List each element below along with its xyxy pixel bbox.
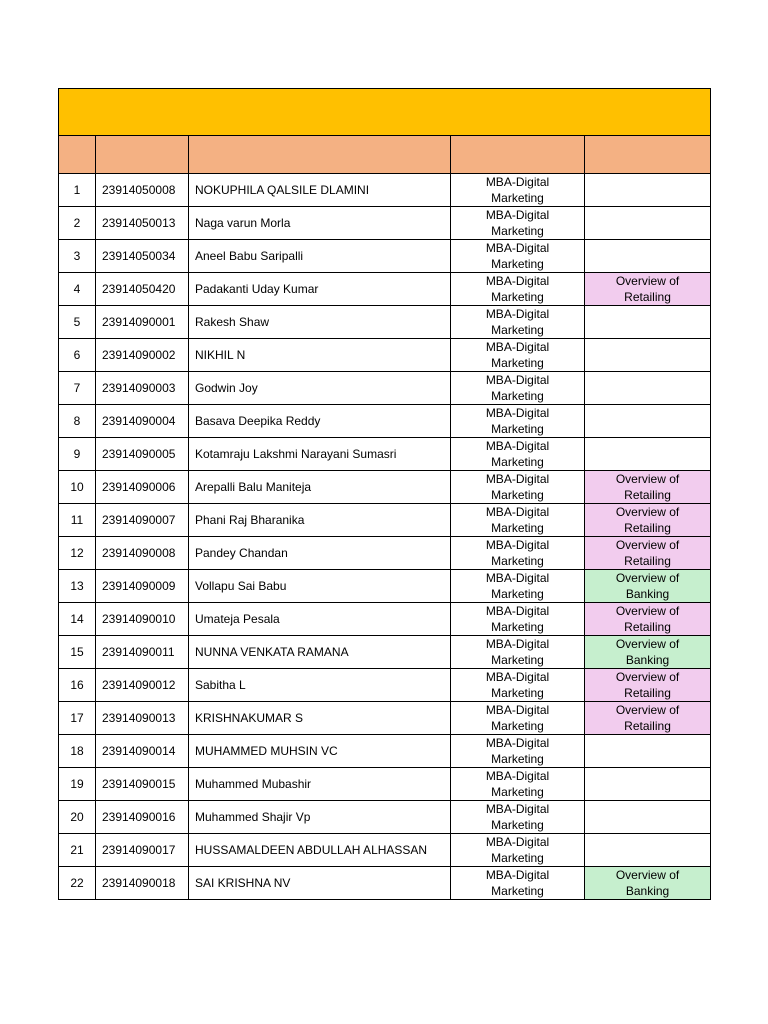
elective-cell: Overview of Banking bbox=[585, 570, 711, 603]
student-name-cell: HUSSAMALDEEN ABDULLAH ALHASSAN bbox=[189, 834, 451, 867]
elective-cell: Overview of Retailing bbox=[585, 273, 711, 306]
program-cell: MBA-Digital Marketing bbox=[451, 867, 585, 900]
student-name-cell: Naga varun Morla bbox=[189, 207, 451, 240]
program-cell: MBA-Digital Marketing bbox=[451, 339, 585, 372]
serial-number-cell: 19 bbox=[59, 768, 96, 801]
elective-cell bbox=[585, 801, 711, 834]
program-cell: MBA-Digital Marketing bbox=[451, 174, 585, 207]
table-row bbox=[59, 372, 711, 405]
program-cell: MBA-Digital Marketing bbox=[451, 768, 585, 801]
student-name-cell: NUNNA VENKATA RAMANA bbox=[189, 636, 451, 669]
program-cell: MBA-Digital Marketing bbox=[451, 603, 585, 636]
student-name-cell: Vollapu Sai Babu bbox=[189, 570, 451, 603]
roll-number-cell: 23914090001 bbox=[96, 306, 189, 339]
roll-number-cell: 23914090015 bbox=[96, 768, 189, 801]
elective-cell: Overview of Retailing bbox=[585, 504, 711, 537]
roll-number-cell: 23914050420 bbox=[96, 273, 189, 306]
header-cell-sno bbox=[59, 136, 96, 174]
serial-number-cell: 12 bbox=[59, 537, 96, 570]
program-cell: MBA-Digital Marketing bbox=[451, 471, 585, 504]
roll-number-cell: 23914050034 bbox=[96, 240, 189, 273]
roll-number-cell: 23914090017 bbox=[96, 834, 189, 867]
roll-number-cell: 23914050013 bbox=[96, 207, 189, 240]
roll-number-cell: 23914090002 bbox=[96, 339, 189, 372]
table-row bbox=[59, 867, 711, 900]
student-name-cell: Arepalli Balu Maniteja bbox=[189, 471, 451, 504]
roll-number-cell: 23914090010 bbox=[96, 603, 189, 636]
serial-number-cell: 1 bbox=[59, 174, 96, 207]
program-cell: MBA-Digital Marketing bbox=[451, 405, 585, 438]
table-row bbox=[59, 174, 711, 207]
elective-cell: Overview of Retailing bbox=[585, 603, 711, 636]
student-name-cell: Basava Deepika Reddy bbox=[189, 405, 451, 438]
serial-number-cell: 5 bbox=[59, 306, 96, 339]
elective-cell bbox=[585, 372, 711, 405]
table-row bbox=[59, 471, 711, 504]
table-row bbox=[59, 537, 711, 570]
title-band bbox=[59, 89, 711, 136]
serial-number-cell: 17 bbox=[59, 702, 96, 735]
table-row bbox=[59, 240, 711, 273]
serial-number-cell: 18 bbox=[59, 735, 96, 768]
serial-number-cell: 20 bbox=[59, 801, 96, 834]
program-cell: MBA-Digital Marketing bbox=[451, 438, 585, 471]
serial-number-cell: 10 bbox=[59, 471, 96, 504]
roll-number-cell: 23914090018 bbox=[96, 867, 189, 900]
student-name-cell: NOKUPHILA QALSILE DLAMINI bbox=[189, 174, 451, 207]
table-row bbox=[59, 438, 711, 471]
header-cell-name bbox=[189, 136, 451, 174]
program-cell: MBA-Digital Marketing bbox=[451, 504, 585, 537]
student-name-cell: SAI KRISHNA NV bbox=[189, 867, 451, 900]
elective-cell bbox=[585, 306, 711, 339]
program-cell: MBA-Digital Marketing bbox=[451, 306, 585, 339]
program-cell: MBA-Digital Marketing bbox=[451, 834, 585, 867]
program-cell: MBA-Digital Marketing bbox=[451, 801, 585, 834]
table-row bbox=[59, 339, 711, 372]
roll-number-cell: 23914090008 bbox=[96, 537, 189, 570]
elective-cell: Overview of Banking bbox=[585, 636, 711, 669]
student-name-cell: Kotamraju Lakshmi Narayani Sumasri bbox=[189, 438, 451, 471]
header-cell-elective bbox=[585, 136, 711, 174]
table-row bbox=[59, 405, 711, 438]
serial-number-cell: 16 bbox=[59, 669, 96, 702]
roll-number-cell: 23914090011 bbox=[96, 636, 189, 669]
elective-cell bbox=[585, 339, 711, 372]
table-row bbox=[59, 669, 711, 702]
table-row bbox=[59, 768, 711, 801]
roll-number-cell: 23914050008 bbox=[96, 174, 189, 207]
serial-number-cell: 9 bbox=[59, 438, 96, 471]
elective-cell bbox=[585, 438, 711, 471]
table-row bbox=[59, 735, 711, 768]
program-cell: MBA-Digital Marketing bbox=[451, 273, 585, 306]
student-name-cell: Godwin Joy bbox=[189, 372, 451, 405]
elective-cell bbox=[585, 405, 711, 438]
header-row bbox=[59, 136, 711, 174]
roll-number-cell: 23914090009 bbox=[96, 570, 189, 603]
roll-number-cell: 23914090014 bbox=[96, 735, 189, 768]
table-row bbox=[59, 834, 711, 867]
student-name-cell: Rakesh Shaw bbox=[189, 306, 451, 339]
table-row bbox=[59, 570, 711, 603]
elective-cell bbox=[585, 174, 711, 207]
program-cell: MBA-Digital Marketing bbox=[451, 702, 585, 735]
roll-number-cell: 23914090013 bbox=[96, 702, 189, 735]
table-row bbox=[59, 636, 711, 669]
program-cell: MBA-Digital Marketing bbox=[451, 636, 585, 669]
header-cell-program bbox=[451, 136, 585, 174]
serial-number-cell: 8 bbox=[59, 405, 96, 438]
serial-number-cell: 13 bbox=[59, 570, 96, 603]
student-name-cell: Muhammed Mubashir bbox=[189, 768, 451, 801]
serial-number-cell: 6 bbox=[59, 339, 96, 372]
table-row bbox=[59, 603, 711, 636]
header-cell-roll bbox=[96, 136, 189, 174]
elective-cell: Overview of Retailing bbox=[585, 471, 711, 504]
elective-cell bbox=[585, 207, 711, 240]
roll-number-cell: 23914090012 bbox=[96, 669, 189, 702]
serial-number-cell: 11 bbox=[59, 504, 96, 537]
student-name-cell: Muhammed Shajir Vp bbox=[189, 801, 451, 834]
roll-number-cell: 23914090006 bbox=[96, 471, 189, 504]
roll-number-cell: 23914090004 bbox=[96, 405, 189, 438]
serial-number-cell: 14 bbox=[59, 603, 96, 636]
roll-number-cell: 23914090005 bbox=[96, 438, 189, 471]
serial-number-cell: 21 bbox=[59, 834, 96, 867]
serial-number-cell: 7 bbox=[59, 372, 96, 405]
serial-number-cell: 2 bbox=[59, 207, 96, 240]
student-elective-table bbox=[58, 88, 711, 900]
elective-cell: Overview of Retailing bbox=[585, 702, 711, 735]
serial-number-cell: 3 bbox=[59, 240, 96, 273]
student-name-cell: Padakanti Uday Kumar bbox=[189, 273, 451, 306]
serial-number-cell: 15 bbox=[59, 636, 96, 669]
program-cell: MBA-Digital Marketing bbox=[451, 735, 585, 768]
student-name-cell: NIKHIL N bbox=[189, 339, 451, 372]
table-row bbox=[59, 207, 711, 240]
student-name-cell: KRISHNAKUMAR S bbox=[189, 702, 451, 735]
student-name-cell: Umateja Pesala bbox=[189, 603, 451, 636]
title-cell bbox=[59, 89, 711, 136]
program-cell: MBA-Digital Marketing bbox=[451, 240, 585, 273]
program-cell: MBA-Digital Marketing bbox=[451, 372, 585, 405]
roll-number-cell: 23914090007 bbox=[96, 504, 189, 537]
elective-cell: Overview of Banking bbox=[585, 867, 711, 900]
table-row bbox=[59, 801, 711, 834]
student-name-cell: Pandey Chandan bbox=[189, 537, 451, 570]
student-name-cell: Aneel Babu Saripalli bbox=[189, 240, 451, 273]
serial-number-cell: 4 bbox=[59, 273, 96, 306]
table-row bbox=[59, 306, 711, 339]
elective-cell bbox=[585, 834, 711, 867]
elective-cell: Overview of Retailing bbox=[585, 669, 711, 702]
elective-cell bbox=[585, 735, 711, 768]
student-name-cell: Sabitha L bbox=[189, 669, 451, 702]
program-cell: MBA-Digital Marketing bbox=[451, 669, 585, 702]
program-cell: MBA-Digital Marketing bbox=[451, 570, 585, 603]
program-cell: MBA-Digital Marketing bbox=[451, 207, 585, 240]
program-cell: MBA-Digital Marketing bbox=[451, 537, 585, 570]
student-name-cell: MUHAMMED MUHSIN VC bbox=[189, 735, 451, 768]
student-name-cell: Phani Raj Bharanika bbox=[189, 504, 451, 537]
roll-number-cell: 23914090003 bbox=[96, 372, 189, 405]
elective-cell: Overview of Retailing bbox=[585, 537, 711, 570]
roll-number-cell: 23914090016 bbox=[96, 801, 189, 834]
table-row bbox=[59, 702, 711, 735]
table-row bbox=[59, 273, 711, 306]
serial-number-cell: 22 bbox=[59, 867, 96, 900]
elective-cell bbox=[585, 240, 711, 273]
elective-cell bbox=[585, 768, 711, 801]
table-row bbox=[59, 504, 711, 537]
